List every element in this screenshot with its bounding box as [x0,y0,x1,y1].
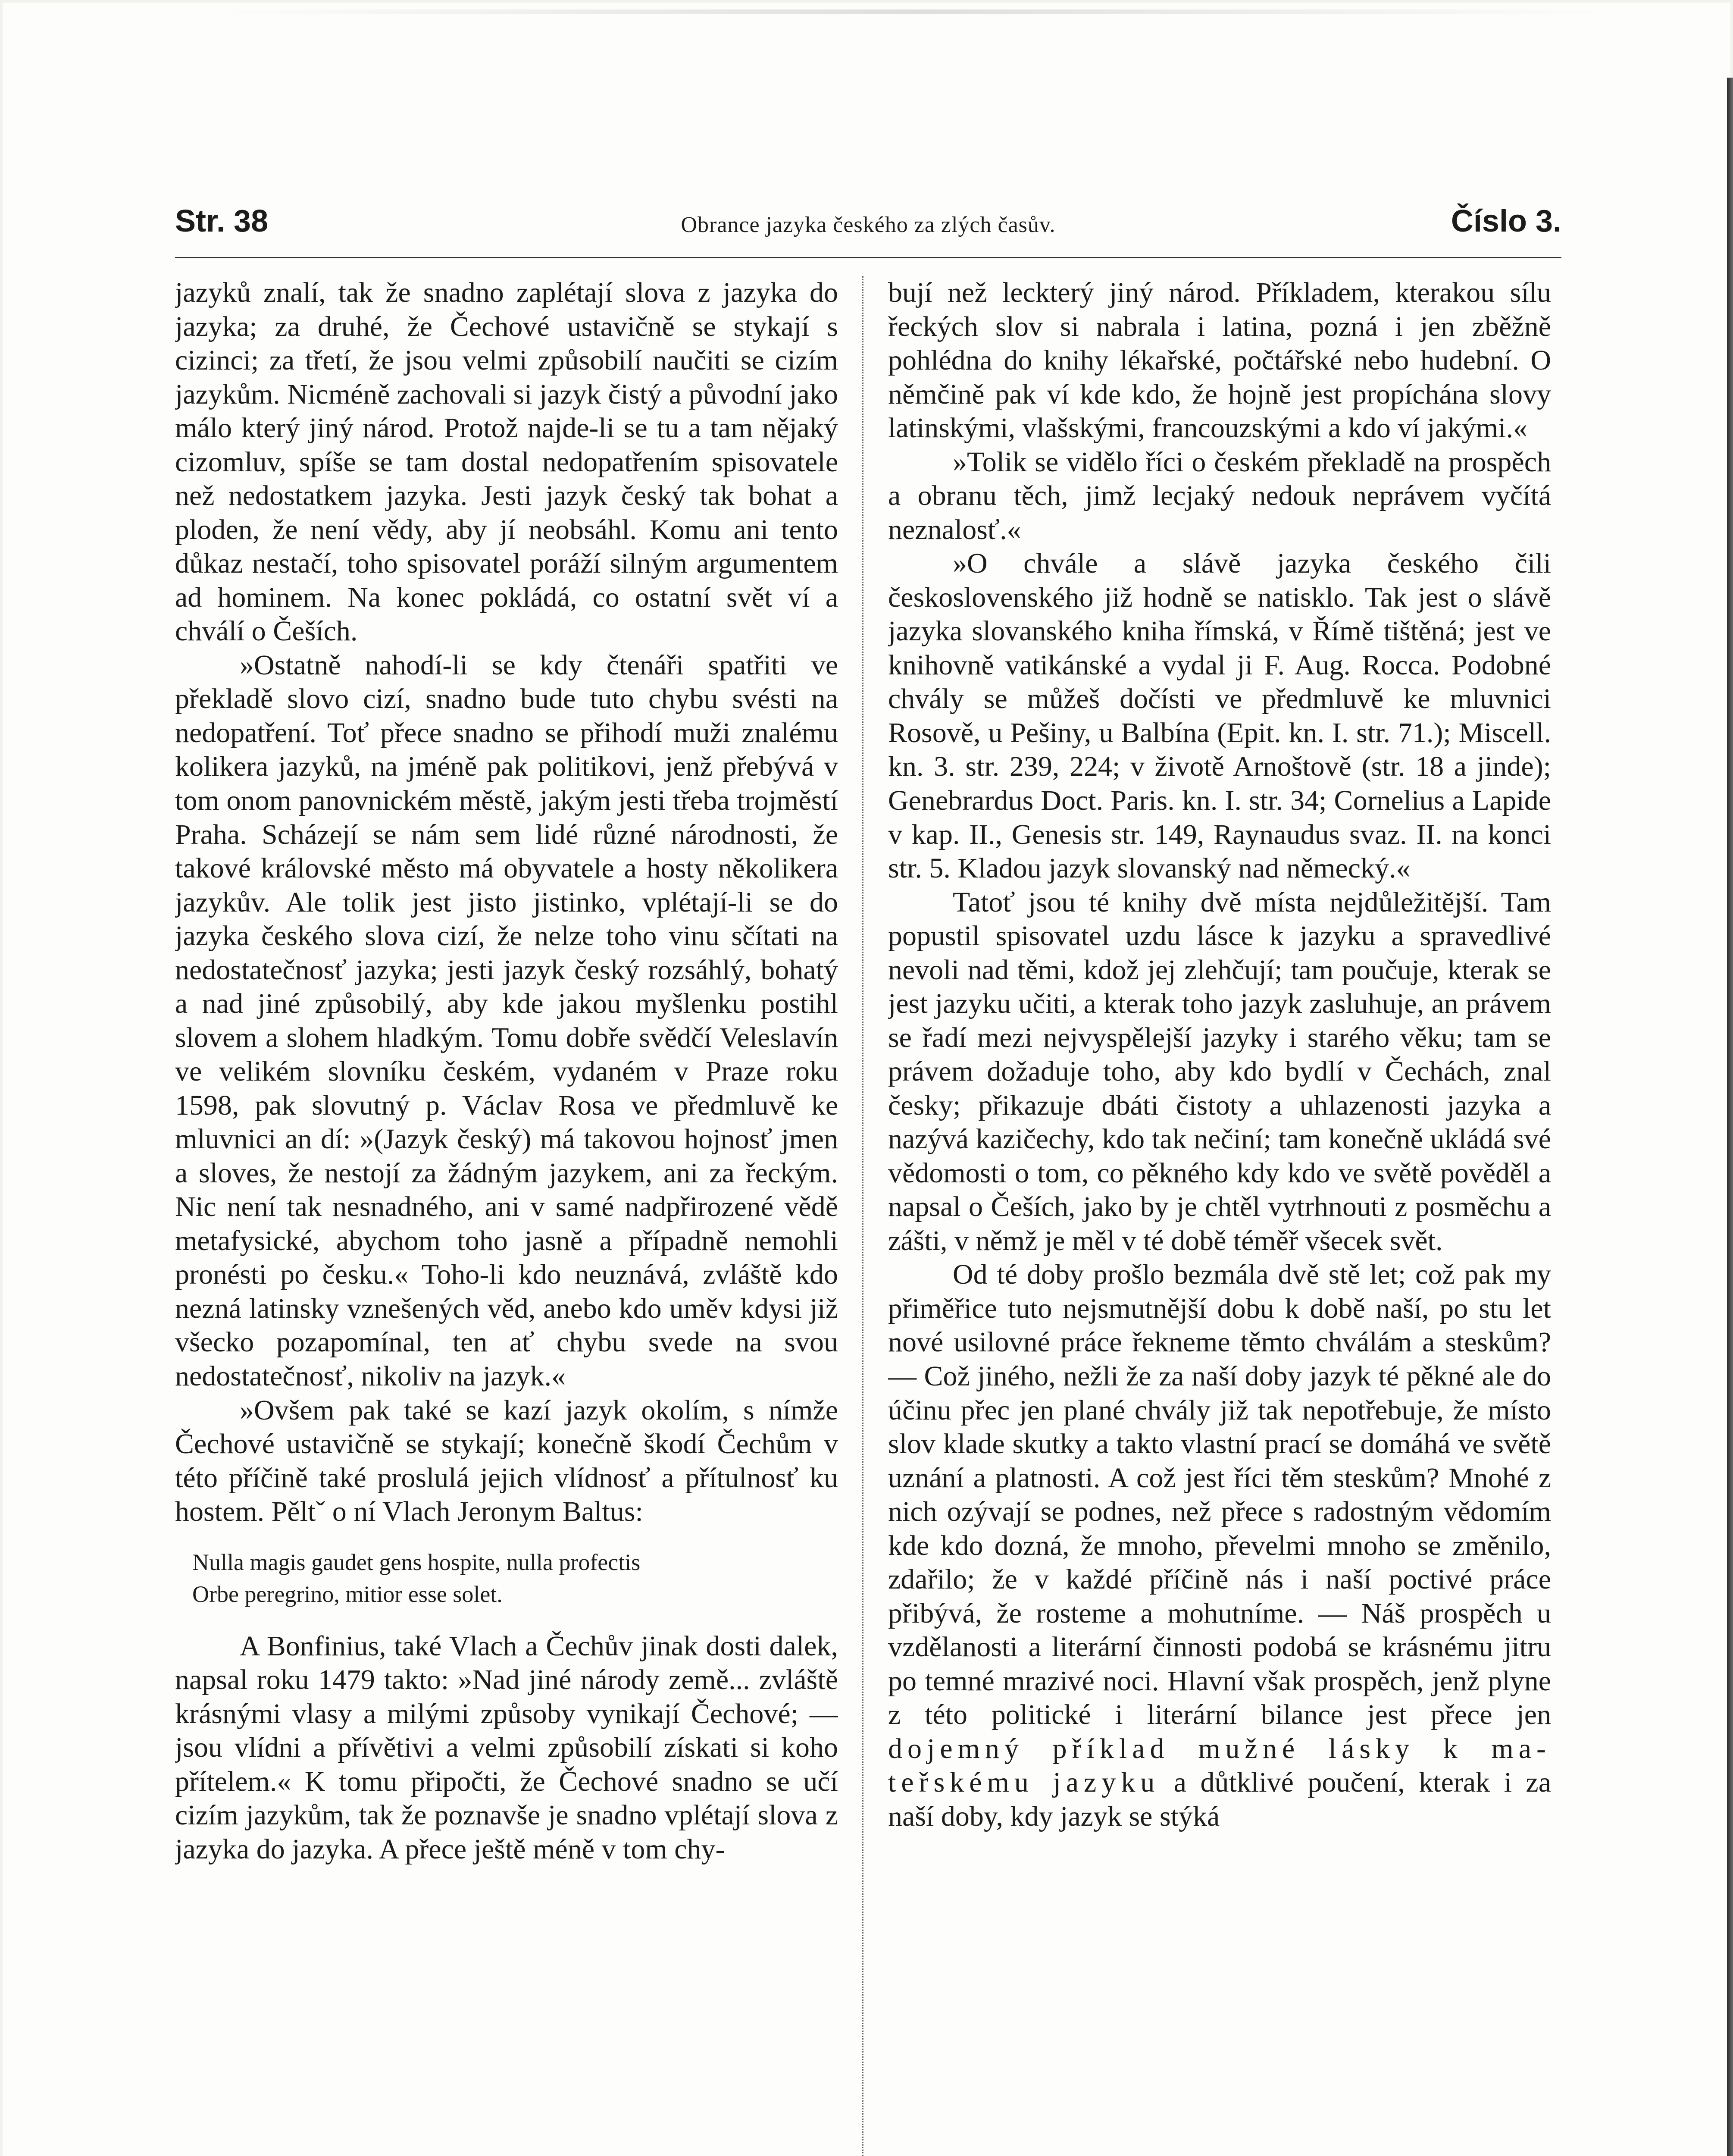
left-column [175,276,838,2156]
scan-smudge [224,9,1604,14]
journal-title: Obrance jazyka českého za zlých časův. [681,213,1056,237]
verse-line: Orbe peregrino, mitior esse solet. [192,1581,503,1608]
right-column [888,276,1551,2156]
latin-verse [192,1546,838,1611]
paragraph: »Tolik se vidělo říci o českém překladě na prospěch a obranu těch, jimž lecjaký nedouk neprávem vyčítá neznalosť.« [888,446,1551,545]
paragraph: »O chvále a slávě jazyka českého čili československého již hodně se natisklo. Tak jest o slávě jazyka slovanského kniha římská, v Římě tištěná; jest ve knihovně vatikánské a vydal ji F. Aug. Rocca. Podobné chvály se můžeš dočísti ve předmluvě ke mluvnici Rosově, u Pešiny, u Balbína (Epit. kn. I. str. 71.); Miscell. kn. 3. str. 239, 224; v životě Arnoštově (str. 18 a jinde); Genebrardus Doct. Paris. kn. I. str. 34; Cornelius a Lapide v kap. II., Genesis str. 149, Raynaudus svaz. II. na konci str. 5. Kladou jazyk slovanský nad německý.« [888,548,1551,884]
issue-number: Číslo 3. [1451,204,1561,238]
paragraph: Tatoť jsou té knihy dvě místa nejdůležitější. Tam popustil spisovatel uzdu lásce k jazyku a spravedlivé nevoli nad těmi, kdož jej zlehčují; tam poučuje, kterak se jest jazyku učiti, a kterak toho jazyk zasluhuje, an právem se řadí mezi nejvyspělejší jazyky i starého věku; tam se právem dožaduje toho, aby kdo bydlí v Čechách, znal česky; přikazuje dbáti čistoty a uhlazenosti jazyka a nazývá kazičechy, kdo tak nečiní; tam konečně ukládá své vědomosti o tom, co pěkného kdy kdo ve světě pověděl a napsal o Češích, jako by je chtěl vytrhnouti z posměchu a zášti, v němž je měl v té době téměř všecek svět. [888,886,1551,1257]
page-edge-shadow [1727,78,1733,2156]
paragraph: bují než leckterý jiný národ. Příkladem, kterakou sílu řeckých slov si nabrala i latina, pozná i jen zběžně pohlédna do knihy lékařské, počtářské nebo hudební. O němčině pak ví kde kdo, že hojně jest propíchána slovy latinskými, vlašskými, francouzskými a kdo ví jakými.« [888,277,1551,444]
paragraph: A Bonfinius, také Vlach a Čechův jinak dosti dalek, napsal roku 1479 takto: »Nad jiné národy země... zvláště krásnými vlasy a milými způsoby vynikají Čechové; — jsou vlídni a přívětivi a velmi způsobilí získati si koho přítelem.« K tomu připočti, že Čechové snadno se učí cizím jazykům, tak že poznavše je snadno vplétají slova z jazyka do jazyka. A přece ještě méně v tom chy- [175,1630,838,1865]
verse-line: Nulla magis gaudet gens hospite, nulla profectis [192,1549,641,1575]
paragraph: »Ostatně nahodí-li se kdy čtenáři spatřiti ve překladě slovo cizí, snadno bude tuto chybu svésti na nedopatření. Toť přece snadno se přihodí muži znalému kolikera jazyků, na jméně pak politikovi, jenž přebývá v tom onom panovnickém městě, jakým jesti třeba trojměstí Praha. Scházejí se nám sem lidé různé národnosti, že takové královské město má obyvatele a hosty několikera jazykův. Ale tolik jest jisto jistinko, vplétají-li se do jazyka českého slova cizí, že nelze toho vinu sčítati na nedostatečnosť jazyka; jesti jazyk český rozsáhlý, bohatý a nad jiné způsobilý, aby kde jakou myšlenku postihl slovem a slohem hladkým. Tomu dobře svědčí Veleslavín ve velikém slovníku českém, vydaném v Praze roku 1598, pak slovutný p. Václav Rosa ve předmluvě ke mluvnici an dí: »(Jazyk český) má takovou hojnosť jmen a sloves, že nestojí za žádným jazykem, ani za řeckým. Nic není tak nesnadného, ani v samé nadpřirozené vědě metafysické, abychom toho jasně a případně nemohli pronésti po česku.« Toho-li kdo neuznává, zvláště kdo nezná latinsky vznešených věd, anebo kdo uměv kdysi již všecko pozapomínal, ten ať chybu svede na svou nedostatečnosť, nikoliv na jazyk.« [175,649,838,1392]
emphasized-text: dojemný příklad mužné lásky k ma- [888,1733,1551,1764]
paragraph-text: a důtklivé poučení, kterak i za naší doby, kdy jazyk se stýká [888,1767,1551,1832]
paragraph-text: Od té doby prošlo bezmála dvě stě let; což pak my přiměřice tuto nejsmutnější dobu k době naší, po stu let nové usilovné práce řekneme těmto chválám a steskům? — Což jiného, nežli že za naší doby jazyk té pěkné ale do účinu přec jen plané chvály již tak nepotřebuje, že místo slov klade skutky a takto vlastní prací se domáhá ve světě uznání a platnosti. A což jest říci těm steskům? Mnohé z nich ozývají se podnes, než přece s radostným vědomím kde kdo dozná, že mnoho, převelmi mnoho se změnilo, zdařilo; že v každé příčině nás i naší poctivé práce přibývá, že rosteme a mohutníme. — Náš prospěch u vzdělanosti a literární činnosti podobá se krásnému jitru po temné mrazivé noci. Hlavní však prospěch, jenž plyne z této politické i literární bilance jest přece jen [888,1259,1551,1731]
column-divider [862,276,863,2156]
paragraph [888,1258,1551,1833]
paragraph: »Ovšem pak také se kazí jazyk okolím, s nímže Čechové ustavičně se stykají; konečně škodí Čechům v této příčině také proslulá jejich vlídnosť a přítulnosť ku hostem. Pěltˇ o ní Vlach Jeronym Baltus: [175,1394,838,1528]
emphasized-text: teřskému jazyku [888,1767,1160,1799]
running-header [175,201,1561,248]
page-number: Str. 38 [175,204,269,238]
header-rule [175,257,1561,258]
paragraph: jazyků znalí, tak že snadno zaplétají slova z jazyka do jazyka; za druhé, že Čechové ustavičně se stykají s cizinci; za třetí, že jsou velmi způsobilí naučiti se cizím jazykům. Nicméně zachovali si jazyk čistý a původní jako málo který jiný národ. Protož najde-li se tu a tam nějaký cizomluv, spíše se tam dostal nedopatřením spisovatele než nedostatkem jazyka. Jesti jazyk český tak bohat a ploden, že není vědy, aby jí neobsáhl. Komu ani tento důkaz nestačí, toho spisovatel poráží silným argumentem ad hominem. Na konec pokládá, co ostatní svět ví a chválí o Češích. [175,277,838,647]
